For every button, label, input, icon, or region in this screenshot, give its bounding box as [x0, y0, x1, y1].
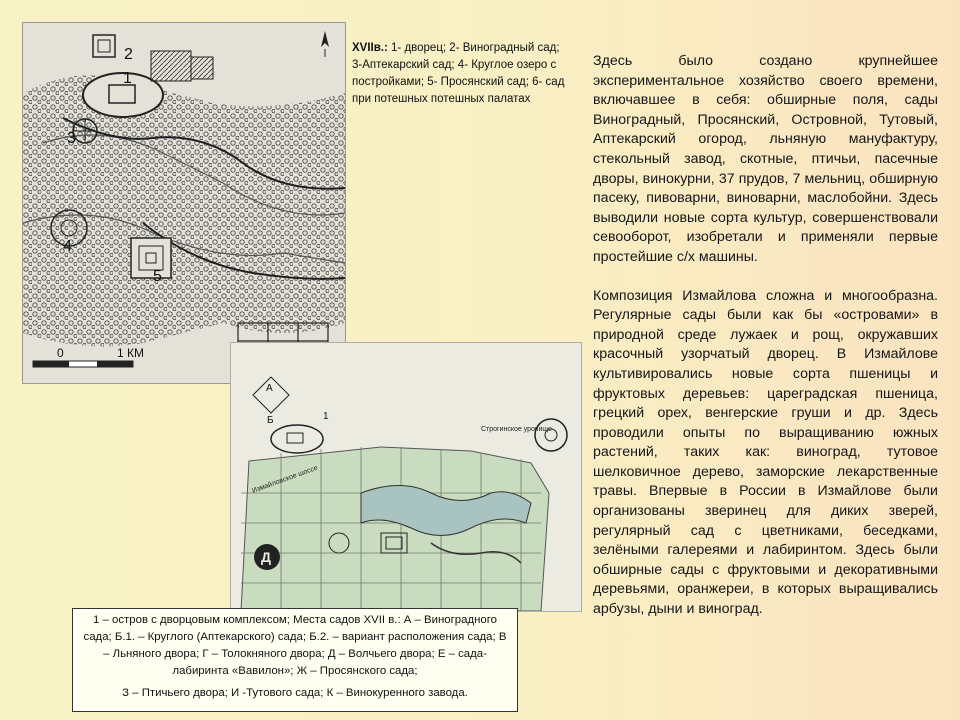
main-paragraph-1: Здесь было создано крупнейшее экспериментальное хозяйство своего времени, включавшее в себя: обширные поля, сады Виноградный, Просянский, Островной, Тутовый, Аптекарский огород, льняную мануфактуру, стекольный завод, скотные, птичьи, пасечные дворы, винокурни, 37 прудов, 7 мельниц, обширную пасеку, пивоварни, виноварни, маслобойни. Здесь выводили новые сорта культур, совершенствовали севооборот, изобретали и применяли первые простейшие с/х машины.: [593, 53, 938, 265]
top-map-caption: [352, 40, 572, 108]
map-top-label-3: 3: [67, 130, 76, 147]
caption-century: XVIIв.:: [352, 42, 388, 54]
map-bottom-drawing: [231, 343, 581, 611]
legend-line-2: З – Птичьего двора; И -Тутового сада; К – Винокуренного завода.: [122, 687, 468, 699]
map-top-scale-km: 1 КМ: [117, 346, 144, 360]
map-top-label-1: 1: [123, 70, 132, 87]
main-paragraph-2: Композиция Измайлова сложна и многообразна. Регулярные сады были как бы «островами» в природной среде лужаек и рощ, окружавших красочный узорчатый дворец. В Измайлове культивировались новые сорта пшеницы и фруктовых деревьев: царегpадская пшеница, грецкий орех, венгерские груши и др. Здесь проводили опыты по выращиванию южных растений, таких как: виноград, тутовое шелковичное дерево, заморские лекарственные травы. Впервые в России в Измайлове были организованы зверинец для диких зверей, регулярный сад с цветниками, беседками, зелёными галереями и лабиринтом. Здесь были обширные сады с фруктовыми и декоративными деревьями, оранжереи, в которых выращивались арбузы, дыни и виноград.: [593, 287, 938, 618]
legend-line-1: 1 – остров с дворцовым комплексом; Места садов XVII в.: А – Виноградного сада; Б.1. – Круглого (Аптекарского) сада; Б.2. – вариант расположения сада; В – Льняного двора; Г – Толокняного двора; Д – Волчьего двора; Е – сада-лабиринта «Вавилон»; Ж – Просянского сада;: [83, 614, 507, 677]
map-top-label-4: 4: [63, 238, 72, 255]
map-bottom-road-label: Измайловское шоссе: [251, 464, 319, 495]
main-text: [593, 52, 938, 639]
map-bottom-label-1: 1: [323, 411, 329, 422]
map-bottom-label-b: Б: [267, 415, 274, 426]
legend-box: [72, 608, 518, 712]
historical-map-bottom: [230, 342, 582, 612]
map-top-drawing: [23, 23, 345, 383]
map-top-label-2: 2: [124, 46, 133, 63]
map-bottom-label-d: Д: [261, 549, 271, 565]
map-top-scale-zero: 0: [57, 346, 64, 360]
map-top-label-5: 5: [153, 268, 162, 285]
historical-map-top: [22, 22, 346, 384]
map-bottom-estate-label: Строгинское урочище: [481, 426, 552, 433]
caption-text: 1- дворец; 2- Виноградный сад; 3-Аптекарский сад; 4- Круглое озеро с постройками; 5- Просянский сад; 6- сад при потешных потешных палатах: [352, 42, 565, 105]
map-bottom-label-a: А: [266, 383, 273, 394]
